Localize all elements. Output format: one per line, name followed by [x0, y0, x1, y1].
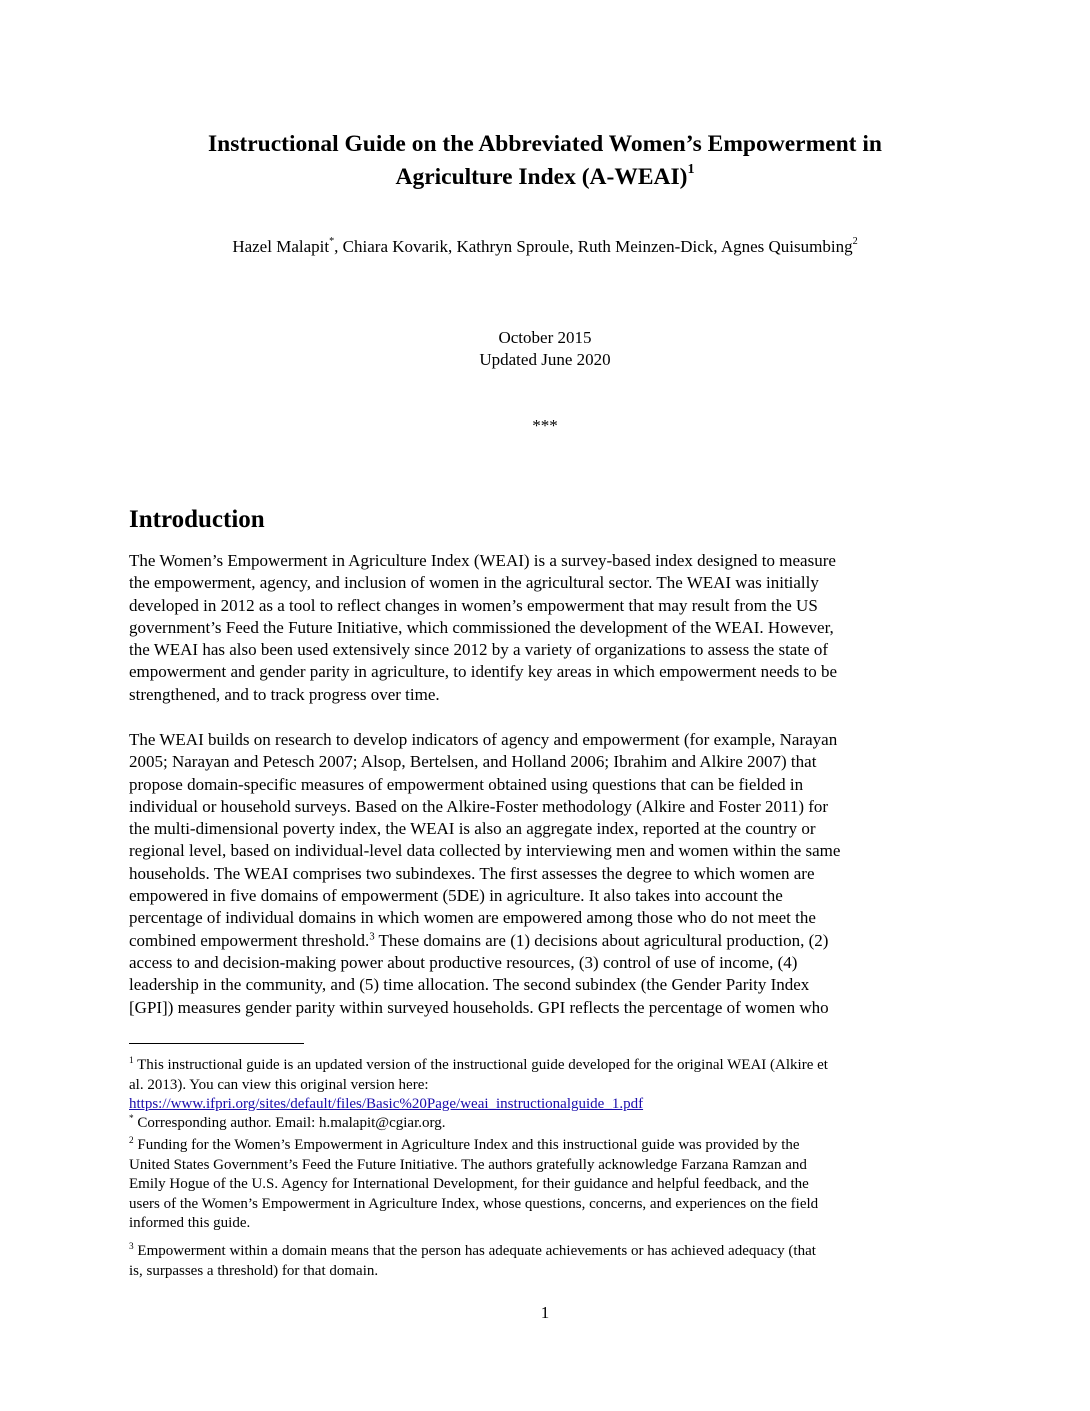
paragraph-line: the empowerment, agency, and inclusion of women in the agricultural sector. The WEAI was initially [129, 573, 819, 593]
footnote-divider [129, 1043, 304, 1044]
footnote-3-text: Empowerment within a domain means that the person has adequate achievements or has achieved adequacy (that [133, 1243, 816, 1259]
paragraph-line: 2005; Narayan and Petesch 2007; Alsop, Bertelsen, and Holland 2006; Ibrahim and Alkire 2007) that [129, 752, 817, 772]
co-authors: , Chiara Kovarik, Kathryn Sproule, Ruth Meinzen-Dick, Agnes Quisumbing [334, 237, 853, 256]
footnote-line [129, 1114, 969, 1134]
footnote-3-mark: 3 [129, 1242, 134, 1252]
title-line-1: Instructional Guide on the Abbreviated Women’s Empowerment in [208, 131, 882, 157]
threshold-text: combined empowerment threshold. [129, 930, 370, 950]
footnote-line [129, 1136, 969, 1156]
footnote-3 [129, 1242, 969, 1281]
paragraph-line: the WEAI has also been used extensively since 2012 by a variety of organizations to assess the state of [129, 640, 829, 660]
paragraph-line: leadership in the community, and (5) time allocation. The second subindex (the Gender Parity Index [129, 975, 810, 995]
updated-date: Updated June 2020 [479, 350, 611, 369]
footnote-star-mark: * [129, 1114, 134, 1124]
footnote-2-text: Funding for the Women’s Empowerment in Agriculture Index and this instructional guide was provided by the [133, 1137, 800, 1153]
footnote-line [129, 1242, 969, 1262]
footnote-corresponding-author [129, 1114, 969, 1134]
paragraph-line: the multi-dimensional poverty index, the WEAI is also an aggregate index, reported at the country or [129, 819, 816, 839]
paragraph-line: regional level, based on individual-level data collected by interviewing men and women within the same [129, 841, 841, 861]
footnote-line: United States Government’s Feed the Future Initiative. The authors gratefully acknowledge Farzana Ramzan and [129, 1156, 807, 1173]
title-line-2: Agriculture Index (A-WEAI) [395, 164, 688, 190]
footnote-line: al. 2013). You can view this original version here: [129, 1076, 429, 1093]
section-heading-introduction: Introduction [129, 506, 265, 533]
footnote-line [129, 1095, 969, 1115]
paragraph-line: propose domain-specific measures of empowerment obtained using questions that can be fielded in [129, 774, 804, 794]
footnote-line: informed this guide. [129, 1215, 251, 1231]
funding-footnote-ref[interactable]: 2 [852, 235, 858, 247]
paragraph-line: government’s Feed the Future Initiative, which commissioned the development of the WEAI. However, [129, 617, 834, 637]
page-number: 1 [540, 1303, 550, 1322]
paragraph-line: access to and decision-making power about productive resources, (3) control of use of income, (4) [129, 952, 798, 972]
title-footnote-ref[interactable]: 1 [687, 161, 695, 178]
corresponding-author-mark[interactable]: * [329, 235, 335, 247]
footnote-2 [129, 1136, 969, 1234]
section-separator: *** [532, 416, 558, 435]
document-title [120, 128, 970, 194]
paragraph-line: percentage of individual domains in which women are empowered among those who do not meet the [129, 908, 816, 928]
paragraph-line [129, 930, 965, 952]
paragraph-line: The Women’s Empowerment in Agriculture Index (WEAI) is a survey-based index designed to measure [129, 551, 836, 570]
paragraph-line: [GPI]) measures gender parity within surveyed households. GPI reflects the percentage of women who [129, 997, 829, 1017]
author-list [120, 236, 970, 258]
footnote-line [129, 1056, 969, 1076]
domains-text: These domains are (1) decisions about agricultural production, (2) [374, 930, 829, 950]
paragraph-line: individual or household surveys. Based on the Alkire-Foster methodology (Alkire and Foster 2011) for [129, 796, 829, 816]
footnote-1-text: This instructional guide is an updated version of the instructional guide developed for the original WEAI (Alkire et [133, 1057, 828, 1073]
footnote-1 [129, 1056, 969, 1115]
footnote-2-mark: 2 [129, 1136, 134, 1146]
paragraph-line: empowerment and gender parity in agriculture, to identify key areas in which empowerment needs to be [129, 662, 838, 682]
footnote-1-mark: 1 [129, 1056, 134, 1066]
publication-date: October 2015 [498, 328, 592, 347]
paragraph-line: The WEAI builds on research to develop indicators of agency and empowerment (for example, Narayan [129, 730, 838, 749]
footnote-ref-3[interactable]: 3 [369, 931, 375, 943]
paragraph-line: households. The WEAI comprises two subindexes. The first assesses the degree to which women are [129, 863, 815, 883]
footnote-line: Emily Hogue of the U.S. Agency for International Development, for their guidance and helpful feedback, and the [129, 1176, 809, 1192]
original-guide-link[interactable]: https://www.ifpri.org/sites/default/files/Basic%20Page/weai_instructionalguide_1.pdf [129, 1096, 644, 1112]
intro-paragraph-2 [129, 729, 965, 1019]
intro-paragraph-1 [129, 550, 965, 706]
footnote-star-text: Corresponding author. Email: h.malapit@cgiar.org. [133, 1115, 446, 1131]
paragraph-line: developed in 2012 as a tool to reflect changes in women’s empowerment that may result from the US [129, 595, 818, 615]
lead-author: Hazel Malapit [232, 237, 330, 256]
paragraph-line: empowered in five domains of empowerment (5DE) in agriculture. It also takes into account the [129, 886, 783, 906]
paragraph-line: strengthened, and to track progress over time. [129, 684, 440, 704]
footnote-line: is, surpasses a threshold) for that domain. [129, 1262, 379, 1279]
footnote-line: users of the Women’s Empowerment in Agriculture Index, whose questions, concerns, and experiences on the field [129, 1195, 819, 1212]
